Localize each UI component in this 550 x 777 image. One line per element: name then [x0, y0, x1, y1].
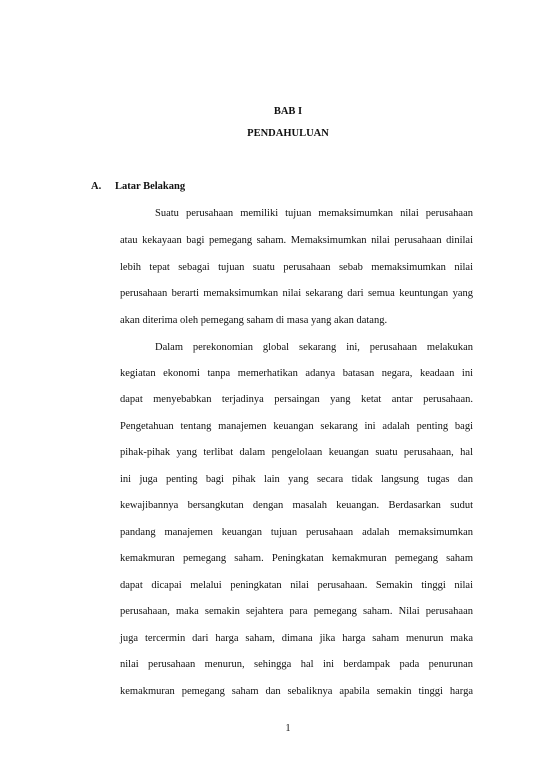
section-title: Latar Belakang	[115, 181, 186, 192]
paragraph-2-line-13: nilai perusahaan menurun, sehingga hal ini berdampak pada penurunan	[120, 659, 473, 670]
paragraph-2-line-4: Pengetahuan tentang manajemen keuangan sekarang ini adalah penting bagi	[120, 421, 473, 432]
paragraph-1-line-4: perusahaan berarti memaksimumkan nilai sekarang dari semua keuntungan yang	[120, 288, 473, 299]
paragraph-2-line-2: kegiatan ekonomi tanpa memerhatikan adanya batasan negara, keadaan ini	[120, 368, 473, 379]
paragraph-1-line-3: lebih tepat sebagai tujuan suatu perusahaan sebab memaksimumkan nilai	[120, 262, 473, 273]
paragraph-1-line-1: Suatu perusahaan memiliki tujuan memaksimumkan nilai perusahaan	[155, 208, 473, 219]
paragraph-2-line-12: juga tercermin dari harga saham, dimana jika harga saham menurun maka	[120, 633, 473, 644]
chapter-number: BAB I	[273, 106, 303, 117]
section-heading	[91, 181, 185, 192]
section-letter: A.	[91, 181, 102, 192]
paragraph-1-line-5: akan diterima oleh pemegang saham di masa yang akan datang.	[120, 315, 388, 326]
paragraph-2-line-9: kemakmuran pemegang saham. Peningkatan kemakmuran pemegang saham	[120, 553, 473, 564]
paragraph-2-line-5: pihak-pihak yang terlibat dalam pengelolaan keuangan suatu perusahaan, hal	[120, 447, 473, 458]
page-number: 1	[285, 723, 291, 734]
paragraph-1-line-2: atau kekayaan bagi pemegang saham. Memaksimumkan nilai perusahaan dinilai	[120, 235, 473, 246]
paragraph-2-line-11: perusahaan, maka semakin sejahtera para pemegang saham. Nilai perusahaan	[120, 606, 473, 617]
paragraph-2-line-8: pandang manajemen keuangan tujuan perusahaan adalah memaksimumkan	[120, 527, 473, 538]
paragraph-2-line-7: kewajibannya bersangkutan dengan masalah keuangan. Berdasarkan sudut	[120, 500, 473, 511]
paragraph-2-line-6: ini juga penting bagi pihak lain yang secara tidak langsung tugas dan	[120, 474, 473, 485]
paragraph-2-line-1: Dalam perekonomian global sekarang ini, perusahaan melakukan	[155, 342, 473, 353]
chapter-title: PENDAHULUAN	[247, 128, 329, 139]
paragraph-2-line-10: dapat dicapai melalui peningkatan nilai perusahaan. Semakin tinggi nilai	[120, 580, 473, 591]
paragraph-2-line-14: kemakmuran pemegang saham dan sebaliknya apabila semakin tinggi harga	[120, 686, 473, 697]
paragraph-2-line-3: dapat menyebabkan terjadinya persaingan yang ketat antar perusahaan.	[120, 394, 473, 405]
